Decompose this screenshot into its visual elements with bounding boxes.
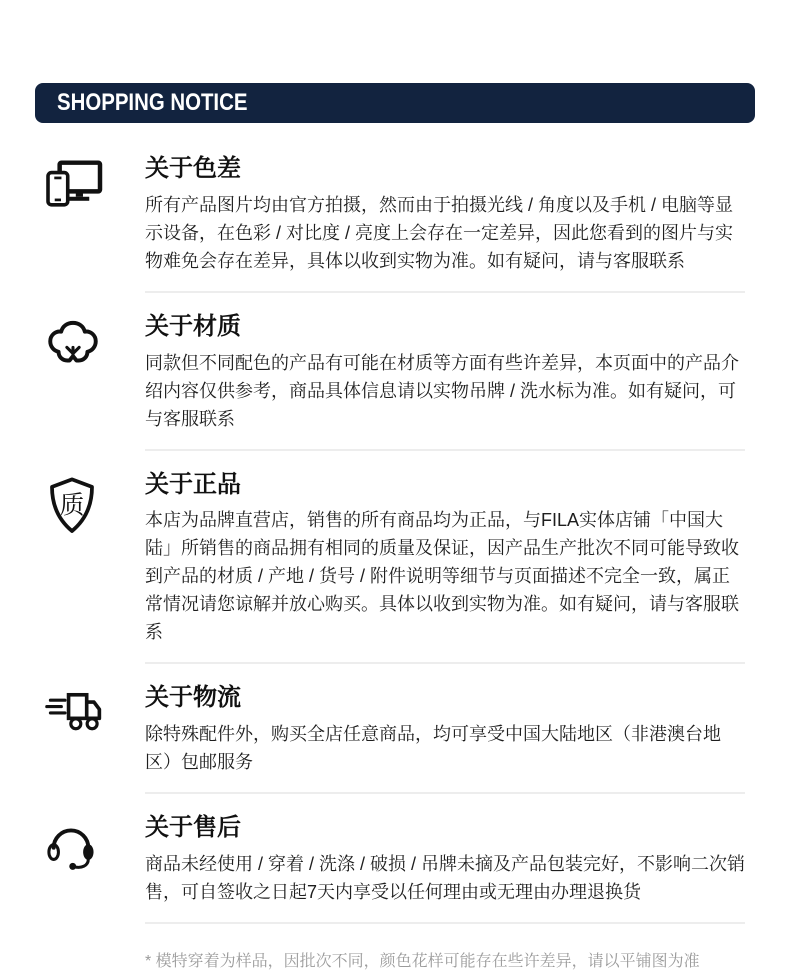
model-sample-footnote: * 模特穿着为样品，因批次不同，颜色花样可能存在些许差异，请以平铺图为准 — [145, 952, 700, 970]
section-divider — [145, 291, 745, 293]
section-body: 本店为品牌直营店，销售的所有商品均为正品，与FILA实体店铺「中国大陆」所销售的商品拥有相同的质量及保证，因产品生产批次不同可能导致收到产品的材质 / 产地 / 货号 / 附件说明等细节与页面描述不完全一致，属正常情况请您谅解并放心购买。具体以收到实物为准。如有疑问，请与客服联系 — [145, 510, 739, 643]
section-icon-col — [35, 155, 145, 212]
devices-icon — [45, 160, 103, 212]
section-authenticity — [35, 471, 745, 647]
truck-icon — [45, 689, 103, 735]
section-icon-col — [35, 313, 145, 368]
section-divider — [145, 662, 745, 664]
quality-shield-icon — [45, 476, 99, 536]
section-text — [145, 814, 745, 906]
section-icon-col — [35, 814, 145, 873]
section-title: 关于材质 — [145, 312, 241, 340]
section-divider — [145, 922, 745, 924]
section-color-difference — [35, 155, 745, 275]
section-body: 同款但不同配色的产品有可能在材质等方面有些许差异，本页面中的产品介绍内容仅供参考，商品具体信息请以实物吊牌 / 洗水标为准。如有疑问，可与客服联系 — [145, 352, 739, 429]
notice-content — [35, 155, 745, 974]
shield-character: 质 — [59, 491, 85, 520]
section-body: 商品未经使用 / 穿着 / 洗涤 / 破损 / 吊牌未摘及产品包装完好，不影响二次销售，可自签收之日起7天内享受以任何理由或无理由办理退换货 — [145, 853, 746, 902]
section-title: 关于正品 — [145, 470, 241, 498]
banner-title: SHOPPING NOTICE — [57, 89, 248, 116]
section-body: 所有产品图片均由官方拍摄，然而由于拍摄光线 / 角度以及手机 / 电脑等显示设备，在色彩 / 对比度 / 亮度上会存在一定差异，因此您看到的图片与实物难免会存在差异，具体以收到实物为准。如有疑问，请与客服联系 — [145, 194, 734, 271]
section-after-sales — [35, 814, 745, 906]
cotton-icon — [45, 318, 101, 368]
section-text — [145, 684, 745, 776]
section-divider — [145, 449, 745, 451]
shopping-notice-banner — [35, 83, 755, 123]
section-title: 关于物流 — [145, 684, 241, 712]
section-title: 关于售后 — [145, 814, 241, 842]
section-icon-col — [35, 684, 145, 735]
section-text — [145, 155, 745, 275]
headset-icon — [45, 819, 97, 873]
section-icon-col — [35, 471, 145, 536]
section-text — [145, 313, 745, 433]
section-title: 关于色差 — [145, 155, 241, 182]
section-text — [145, 471, 745, 647]
section-body: 除特殊配件外，购买全店任意商品，均可享受中国大陆地区（非港澳台地区）包邮服务 — [145, 724, 721, 773]
section-logistics — [35, 684, 745, 776]
section-material — [35, 313, 745, 433]
section-divider — [145, 792, 745, 794]
